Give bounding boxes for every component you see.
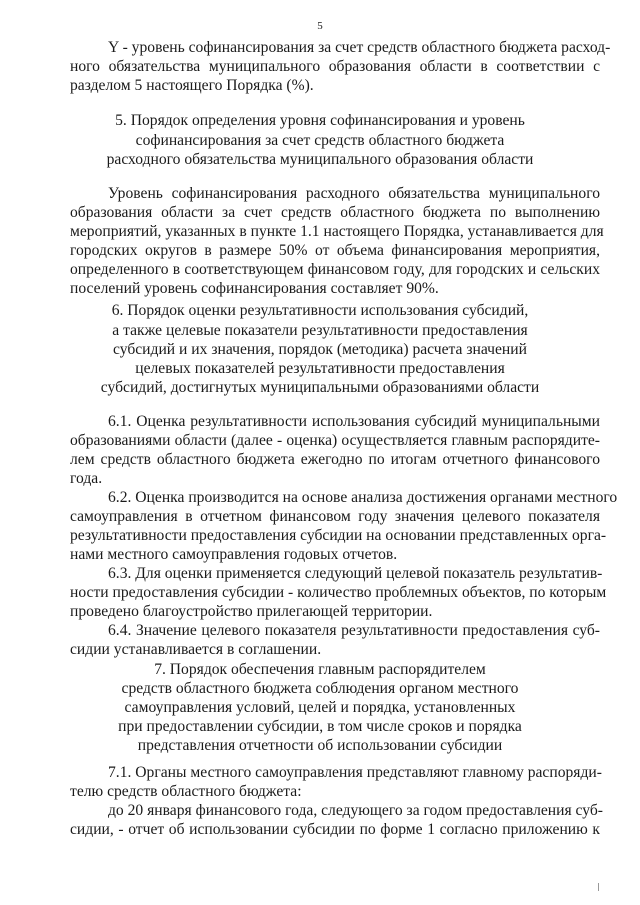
paragraph-line: 6.1. Оценка результативности использования субсидий муниципальными [108,413,600,430]
paragraph-line: разделом 5 настоящего Порядка (%). [70,77,314,94]
paragraph-line: ного обязательства муниципального образования области в соответствии с [70,58,600,75]
section-heading-line: субсидий и их значения, порядок (методика) расчета значений [113,341,527,358]
scan-mark [598,883,599,891]
section-heading-line: средств областного бюджета соблюдения органом местного [121,680,519,697]
section-heading-line: 7. Порядок обеспечения главным распорядителем [154,661,486,678]
paragraph-line: результативности предоставления субсидии на основании представленных орга- [70,527,607,544]
paragraph-line: образованиями области (далее - оценка) осуществляется главным распорядите- [70,432,600,449]
paragraph-line: проведено благоустройство прилегающей территории. [70,603,433,620]
section-heading-line: самоуправления условий, целей и порядка, установленных [124,699,516,716]
paragraph-line: Y - уровень софинансирования за счет средств областного бюджета расход- [108,39,611,56]
paragraph-line: 6.2. Оценка производится на основе анализа достижения органами местного [108,489,618,506]
section-heading-line: расходного обязательства муниципального образования области [106,151,534,168]
paragraph-line: поселений уровень софинансирования составляет 90%. [70,280,439,297]
paragraph-line: Уровень софинансирования расходного обязательства муниципального [108,185,600,202]
paragraph-line: определенного в соответствующем финансовом году, для городских и сельских [70,261,600,278]
paragraph-line: мероприятий, указанных в пункте 1.1 настоящего Порядка, устанавливается для [70,223,604,240]
section-heading-line: при предоставлении субсидии, в том числе сроков и порядка [118,718,522,735]
paragraph-line: сидии, - отчет об использовании субсидии по форме 1 согласно приложению к [70,821,600,838]
paragraph-line: 6.3. Для оценки применяется следующий целевой показатель результатив- [108,565,603,582]
section-heading-line: софинансирования за счет средств областного бюджета [135,132,505,149]
paragraph-line: сидии устанавливается в соглашении. [70,641,322,658]
section-heading-line: 6. Порядок оценки результативности использования субсидий, [111,302,529,319]
paragraph-line: 6.4. Значение целевого показателя результативности предоставления суб- [108,622,600,639]
section-heading-line: субсидий, достигнутых муниципальными образованиями области [100,379,540,396]
section-heading-line: а также целевые показатели результативности предоставления [112,322,528,339]
section-heading-line: целевых показателей результативности предоставления [135,360,505,377]
paragraph-line: до 20 января финансового года, следующего за годом предоставления суб- [108,802,603,819]
paragraph-line: года. [70,470,103,487]
paragraph-line: лем средств областного бюджета ежегодно по итогам отчетного финансового [70,451,600,468]
paragraph-line: нами местного самоуправления годовых отчетов. [70,546,398,563]
paragraph-line: самоуправления в отчетном финансовом году значения целевого показателя [70,508,600,525]
section-heading-line: представления отчетности об использовании субсидии [137,737,503,754]
paragraph-line: городских округов в размере 50% от объема финансирования мероприятия, [70,242,600,259]
paragraph-line: телю средств областного бюджета: [70,783,302,800]
paragraph-line: ности предоставления субсидии - количество проблемных объектов, по которым [70,584,607,601]
paragraph-line: образования области за счет средств областного бюджета по выполнению [70,204,600,221]
section-heading-line: 5. Порядок определения уровня софинансирования и уровень [115,112,525,129]
page-number: 5 [317,20,323,32]
paragraph-line: 7.1. Органы местного самоуправления представляют главному распоряди- [108,764,602,781]
